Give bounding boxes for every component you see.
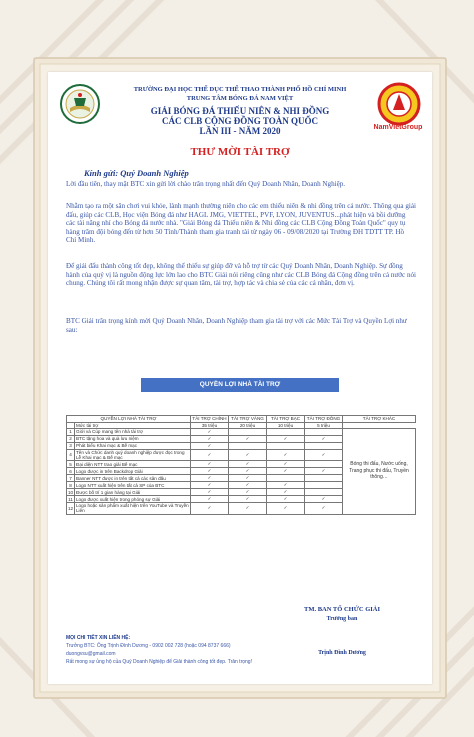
row-number: 6 (67, 468, 75, 475)
center-name: TRUNG TÂM BÓNG ĐÁ NAM VIỆT (186, 95, 294, 102)
letter-heading: THƯ MỜI TÀI TRỢ (190, 146, 290, 158)
row-number: 11 (68, 496, 73, 502)
tier-check-cell: ✓ (305, 449, 343, 460)
price-silver: 10 triệu (267, 422, 305, 428)
header-main-sponsor: TÀI TRỢ CHÍNH (192, 416, 227, 421)
greeting: Kính gửi: Quý Doanh Nghiệp (84, 168, 189, 178)
tier-check-cell: ✓ (191, 468, 229, 475)
benefits-title-bar: QUYỀN LỢI NHÀ TÀI TRỢ (141, 378, 339, 392)
tier-check-cell: ✓ (191, 482, 229, 489)
tier-check-cell (305, 482, 343, 489)
tier-check-cell (267, 428, 305, 435)
paragraph-purpose: Nhằm tạo ra một sân chơi vui khỏe, lành mạnh thường niên cho các em thiếu niên & nhi đồng trên cả nước. Thông qua giải đấu, giúp các CLB, Học viện Bóng đá như HAGL JMG, VIETTEL, PVF, LYON, JUVENTUS...phát hiện và bồi dưỡng các tài năng nhí cho Bóng đá nước nhà. "Giải Bóng đá Thiếu niên & Nhi đồng các CLB Cộng Đồng Toàn Quốc" quy tụ hàng trăm đội bóng đến từ hơn 50 Tỉnh/Thành tham gia tranh tài từ ngày 06 - 09/08/2020 tại Trường ĐH TDTT TP. Hồ Chí Minh. (66, 202, 416, 245)
signature-org: TM. BAN TỔ CHỨC GIẢI (303, 606, 381, 613)
header-other-sponsor: TÀI TRỢ KHÁC (343, 416, 416, 423)
tournament-title-line3: LẦN III - NĂM 2020 (199, 126, 281, 136)
row-number: 5 (67, 461, 75, 468)
tier-check-cell (267, 475, 305, 482)
tier-check-cell: ✓ (267, 435, 305, 442)
tournament-title-line1: GIẢI BÓNG ĐÁ THIẾU NIÊN & NHI ĐỒNG (150, 106, 330, 116)
tier-check-cell: ✓ (267, 468, 305, 475)
tier-check-cell: ✓ (191, 449, 229, 460)
other-sponsor-note: Bóng thi đấu, Nước uống, Trang phục thi đấu, Truyền thông… (343, 428, 416, 514)
sponsor-benefits-table (66, 415, 416, 515)
tier-check-cell (305, 428, 343, 435)
row-number: 8 (67, 482, 75, 489)
row-number: 10 (68, 489, 74, 495)
row-number: 1 (67, 428, 75, 435)
tier-check-cell (229, 428, 267, 435)
invitation-letter (48, 72, 432, 684)
tier-check-cell: ✓ (267, 449, 305, 460)
price-bronze: 5 triệu (305, 422, 343, 428)
tournament-title-line2: CÁC CLB CỘNG ĐỒNG TOÀN QUỐC (162, 116, 318, 126)
tier-check-cell: ✓ (229, 461, 267, 468)
table-row (67, 428, 416, 435)
tier-check-cell (305, 475, 343, 482)
contact-title: MỌI CHI TIẾT XIN LIÊN HỆ: (66, 635, 131, 641)
paragraph-intro: Lời đầu tiên, thay mặt BTC xin gửi lời chào trân trọng nhất đến Quý Doanh Nhân, Doanh Nghiệp. (66, 180, 346, 188)
tier-check-cell: ✓ (191, 496, 229, 503)
tier-check-cell (267, 442, 305, 449)
tier-check-cell (305, 461, 343, 468)
tier-check-cell: ✓ (229, 449, 267, 460)
row-number: 7 (67, 475, 75, 482)
benefit-description: Đại diện NTT trao giải Bế mạc (75, 461, 191, 468)
tier-check-cell: ✓ (267, 489, 305, 496)
price-gold: 20 triệu (229, 422, 267, 428)
price-label: Mức tài trợ (75, 422, 191, 428)
header-benefit: QUYỀN LỢI NHÀ TÀI TRỢ (67, 416, 191, 423)
tier-check-cell (305, 489, 343, 496)
signature-name: Trịnh Đình Dương (318, 650, 366, 656)
tier-check-cell: ✓ (305, 435, 343, 442)
header-gold-sponsor: TÀI TRỢ VÀNG (229, 416, 267, 423)
tier-check-cell: ✓ (267, 461, 305, 468)
benefit-description: Logo được xuất hiện trong phóng sự Giải (75, 496, 191, 503)
benefit-description: BTC tặng hoa và quà lưu niệm (75, 435, 191, 442)
benefit-description: Logo NTT xuất hiện trên tất cả SP của BTC (75, 482, 191, 489)
row-number: 12 (67, 503, 75, 514)
tier-check-cell: ✓ (191, 503, 229, 514)
benefit-description: Giới và Cúp mang tên nhà tài trợ (75, 428, 191, 435)
tier-check-cell: ✓ (191, 442, 229, 449)
tier-check-cell: ✓ (305, 468, 343, 475)
tier-check-cell: ✓ (229, 435, 267, 442)
tier-check-cell: ✓ (191, 435, 229, 442)
contact-line-head: Trưởng BTC: Ông Trịnh Đình Dương - 0902 002 728 (hoặc 094 8737 666) (66, 643, 231, 649)
row-number: 4 (67, 449, 75, 460)
brand-name: NamVietGroup (373, 124, 423, 131)
tier-check-cell: ✓ (267, 503, 305, 514)
row-number: 2 (67, 435, 75, 442)
tier-check-cell: ✓ (229, 482, 267, 489)
benefit-description: Phát biểu Khai mạc & Bế mạc (75, 442, 191, 449)
benefit-description: Tên và Chức danh quý doanh nghiệp được đọc trong Lễ Khai mạc & Bế mạc (75, 449, 191, 460)
university-name: TRƯỜNG ĐẠI HỌC THỂ DỤC THỂ THAO THÀNH PHỐ HỒ CHÍ MINH (133, 86, 347, 93)
benefit-description: Banner NTT được in trên tất cả các sân đấu (75, 475, 191, 482)
header-bronze-sponsor: TÀI TRỢ ĐỒNG (305, 416, 343, 423)
tier-check-cell: ✓ (267, 496, 305, 503)
tier-check-cell: ✓ (267, 482, 305, 489)
signature-role: Trưởng ban (326, 616, 358, 622)
contact-email: duongvsu@gmail.com (66, 651, 116, 657)
benefit-description: Được bố trí 1 gian hàng tại Giải (75, 489, 191, 496)
tier-check-cell: ✓ (229, 475, 267, 482)
paragraph-support: Để giải đấu thành công tốt đẹp, không thể thiếu sự giúp đỡ và hỗ trợ từ các Quý Doanh Nhân, Doanh Nghiệp. Sự đồng hành của quý vị là nguồn động lực lớn lao cho BTC Giải nói riêng cũng như các CLB Bóng đá Cộng đồng trên cả nước nói chung. Chúng tôi rất mong nhận được sự quan tâm, tài trợ, hợp tác và chia sẻ của các cá nhân, đơn vị. (66, 262, 417, 288)
paragraph-invitation: BTC Giải trân trọng kính mời Quý Doanh Nhân, Doanh Nghiệp tham gia tài trợ với các Mức Tài Trợ và Quyền Lợi như sau: (66, 317, 407, 334)
table-header-row (67, 416, 416, 423)
tier-check-cell (229, 442, 267, 449)
tier-check-cell: ✓ (305, 496, 343, 503)
tier-check-cell: ✓ (191, 428, 229, 435)
price-main: 35 triệu (191, 422, 229, 428)
tier-check-cell: ✓ (191, 489, 229, 496)
benefit-description: Logo hoặc sản phẩm xuất hiện trên YouTube và Truyền Liên (76, 503, 189, 514)
tier-check-cell: ✓ (229, 503, 267, 514)
tier-check-cell: ✓ (229, 496, 267, 503)
tier-check-cell: ✓ (305, 503, 343, 514)
header-silver-sponsor: TÀI TRỢ BẠC (267, 416, 305, 423)
tier-check-cell (305, 442, 343, 449)
tier-check-cell: ✓ (191, 461, 229, 468)
tier-check-cell: ✓ (191, 475, 229, 482)
row-number: 3 (67, 442, 75, 449)
tier-check-cell: ✓ (229, 468, 267, 475)
benefit-description: Logo được in trên Backdrop Giải (75, 468, 191, 475)
tier-check-cell: ✓ (229, 489, 267, 496)
contact-closing: Rất mong sự ủng hộ của Quý Doanh Nghiệp để Giải thành công tốt đẹp. Trân trọng! (66, 659, 252, 665)
